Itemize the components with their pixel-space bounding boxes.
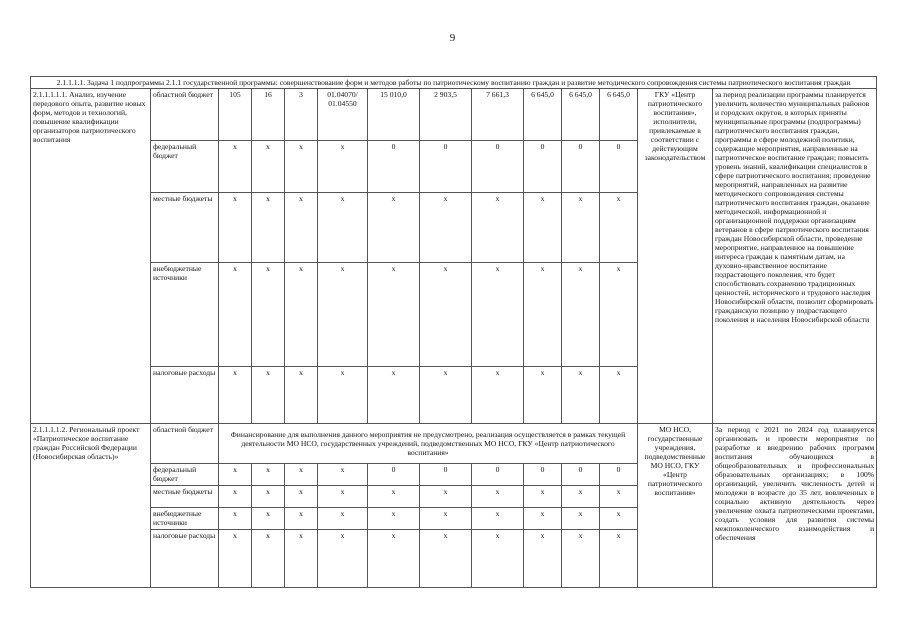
table-cell: x bbox=[420, 486, 472, 508]
funding-source: внебюджетные источники bbox=[151, 508, 219, 530]
funding-source: федеральный бюджет bbox=[151, 464, 219, 486]
table-cell: 0 bbox=[562, 141, 600, 193]
activity-name: 2.1.1.1.1.2. Региональный проект «Патриотическое воспитание граждан Российской Федерации (Новосибирская область)» bbox=[31, 424, 151, 588]
table-cell: 105 bbox=[219, 89, 252, 141]
table-cell: x bbox=[318, 193, 368, 263]
table-cell: x bbox=[600, 508, 638, 530]
table-cell: x bbox=[285, 508, 318, 530]
table-cell: x bbox=[219, 141, 252, 193]
table-cell: x bbox=[368, 193, 420, 263]
table-cell: x bbox=[285, 486, 318, 508]
table-cell: x bbox=[318, 263, 368, 367]
program-table bbox=[30, 76, 877, 588]
table-cell: x bbox=[252, 464, 285, 486]
table-cell: x bbox=[219, 263, 252, 367]
table-cell: 0 bbox=[368, 141, 420, 193]
table-cell: x bbox=[524, 530, 562, 588]
table-cell: x bbox=[219, 508, 252, 530]
table-cell: x bbox=[472, 530, 524, 588]
table-cell: x bbox=[252, 263, 285, 367]
table-cell: 0 bbox=[472, 141, 524, 193]
table-cell: x bbox=[368, 530, 420, 588]
table-cell: x bbox=[420, 263, 472, 367]
table-cell: x bbox=[285, 263, 318, 367]
task-header-row bbox=[31, 77, 877, 89]
executor: ГКУ «Центр патриотического воспитания», исполнители, привлекаемые в соответствии с действующим законодательством bbox=[638, 89, 713, 424]
funding-source: федеральный бюджет bbox=[151, 141, 219, 193]
table-cell: x bbox=[600, 367, 638, 424]
table-cell: x bbox=[472, 193, 524, 263]
expected-result: за период реализации программы планируется увеличить количество муниципальных районов и городских округов, в которых приняты муниципальные программы (подпрограммы) патриотического воспитания граждан, программы в сфере молодежной политики, содержащие мероприятия, направленные на патриотическое воспитание граждан; повысить уровень знаний, квалификации специалистов в сфере патриотического воспитания; проведение мероприятий, направленных на развитие методического сопровождения системы патриотического воспитания граждан, оказание методической, информационной и организационной поддержки организациям ветеранов в сфере патриотического воспитания граждан Новосибирской области, проведение мероприятие, направленное на повышение интереса граждан к памятным датам, на духовно-нравственное воспитание подрастающего поколения, что будет способствовать сохранению традиционных ценностей, исторического и трудового наследия Новосибирской области, позволит сформировать гражданскую позицию у подрастающего поколения и населения Новосибирской области bbox=[713, 89, 877, 424]
funding-source: налоговые расходы bbox=[151, 367, 219, 424]
executor: МО НСО, государственные учреждения, подведомственные МО НСО, ГКУ «Центр патриотического воспитания» bbox=[638, 424, 713, 588]
table-cell: 01.04070/ 01.04550 bbox=[318, 89, 368, 141]
expected-result: За период с 2021 по 2024 год планируется организовать и провести мероприятия по разработке и внедрению рабочих программ воспитания обучающихся в общеобразовательных и профессиональных образовательных организациях; в 100% организаций, увеличить численность детей и молодежи в возрасте до 35 лет, вовлеченных в социально активную деятельность через увеличение охвата патриотическими проектами, создать условия для развития системы межпоколенческого взаимодействия и обеспечения bbox=[713, 424, 877, 588]
table-cell: x bbox=[219, 486, 252, 508]
table-cell: x bbox=[285, 464, 318, 486]
table-cell: x bbox=[562, 530, 600, 588]
table-cell: x bbox=[368, 263, 420, 367]
table-cell: 2 903,5 bbox=[420, 89, 472, 141]
table-cell: 3 bbox=[285, 89, 318, 141]
table-cell: x bbox=[368, 508, 420, 530]
table-cell: x bbox=[524, 367, 562, 424]
funding-source: налоговые расходы bbox=[151, 530, 219, 588]
table-cell: x bbox=[420, 367, 472, 424]
table-cell: 6 645,0 bbox=[562, 89, 600, 141]
table-cell: 16 bbox=[252, 89, 285, 141]
funding-source: областной бюджет bbox=[151, 424, 219, 464]
funding-source: областной бюджет bbox=[151, 89, 219, 141]
funding-source: внебюджетные источники bbox=[151, 263, 219, 367]
table-cell: x bbox=[472, 263, 524, 367]
table-cell: x bbox=[420, 508, 472, 530]
financing-note: Финансирование для выполнения данного мероприятия не предусмотрено, реализация осуществляется в рамках текущей деятельности МО НСО, государственных учреждений, подведомственных МО НСО, ГКУ «Центр патриотического воспитания» bbox=[219, 424, 638, 464]
table-cell: x bbox=[285, 530, 318, 588]
table-cell: x bbox=[472, 486, 524, 508]
table-cell: x bbox=[524, 193, 562, 263]
funding-source: местные бюджеты bbox=[151, 486, 219, 508]
table-cell: 15 010,0 bbox=[368, 89, 420, 141]
table-cell: 0 bbox=[600, 141, 638, 193]
table-cell: x bbox=[252, 530, 285, 588]
table-cell: 0 bbox=[524, 141, 562, 193]
table-cell: x bbox=[600, 263, 638, 367]
table-cell: x bbox=[252, 141, 285, 193]
table-cell: x bbox=[252, 367, 285, 424]
table-cell: x bbox=[318, 367, 368, 424]
table-cell: x bbox=[318, 141, 368, 193]
table-cell: 0 bbox=[472, 464, 524, 486]
table-cell: x bbox=[524, 508, 562, 530]
table-cell: 6 645,0 bbox=[600, 89, 638, 141]
table-cell: 6 645,0 bbox=[524, 89, 562, 141]
table-cell: 0 bbox=[368, 464, 420, 486]
table-cell: 0 bbox=[420, 464, 472, 486]
table-cell: x bbox=[600, 530, 638, 588]
table-cell: x bbox=[600, 486, 638, 508]
table-cell: x bbox=[472, 508, 524, 530]
table-cell: x bbox=[219, 367, 252, 424]
table-cell: x bbox=[252, 508, 285, 530]
table-row bbox=[31, 424, 877, 464]
table-cell: x bbox=[562, 508, 600, 530]
table-cell: 0 bbox=[420, 141, 472, 193]
table-cell: x bbox=[318, 530, 368, 588]
table-cell: 0 bbox=[600, 464, 638, 486]
table-cell: 0 bbox=[562, 464, 600, 486]
table-cell: x bbox=[600, 193, 638, 263]
table-cell: x bbox=[420, 530, 472, 588]
table-cell: x bbox=[219, 193, 252, 263]
table-cell: x bbox=[318, 464, 368, 486]
table-cell: x bbox=[318, 486, 368, 508]
funding-source: местные бюджеты bbox=[151, 193, 219, 263]
page-number: 9 bbox=[449, 32, 456, 44]
table-cell: x bbox=[252, 486, 285, 508]
table-cell: x bbox=[562, 486, 600, 508]
table-cell: x bbox=[368, 367, 420, 424]
table-cell: x bbox=[285, 193, 318, 263]
table-cell: x bbox=[219, 530, 252, 588]
table-cell: x bbox=[368, 486, 420, 508]
table-cell: x bbox=[562, 193, 600, 263]
activity-name: 2.1.1.1.1.1. Анализ, изучение передового опыта, развитие новых форм, методов и технологий, повышение квалификации организаторов патриотического воспитания bbox=[31, 89, 151, 424]
table-cell: x bbox=[219, 464, 252, 486]
table-cell: 0 bbox=[524, 464, 562, 486]
table-cell: x bbox=[562, 263, 600, 367]
table-cell: x bbox=[562, 367, 600, 424]
table-cell: x bbox=[285, 367, 318, 424]
table-cell: x bbox=[285, 141, 318, 193]
table-cell: x bbox=[420, 193, 472, 263]
table-cell: x bbox=[524, 263, 562, 367]
table-cell: x bbox=[318, 508, 368, 530]
table-cell: x bbox=[472, 367, 524, 424]
table-cell: x bbox=[524, 486, 562, 508]
table-cell: 7 661,3 bbox=[472, 89, 524, 141]
table-cell: x bbox=[252, 193, 285, 263]
table-row bbox=[31, 89, 877, 141]
task-header: 2.1.1.1.1. Задача 1 подпрограммы 2.1.1 государственной программы: совершенствование форм и методов работы по патриотическому воспитанию граждан и развитие методического сопровождения системы патриотического воспитания граждан bbox=[31, 77, 877, 89]
